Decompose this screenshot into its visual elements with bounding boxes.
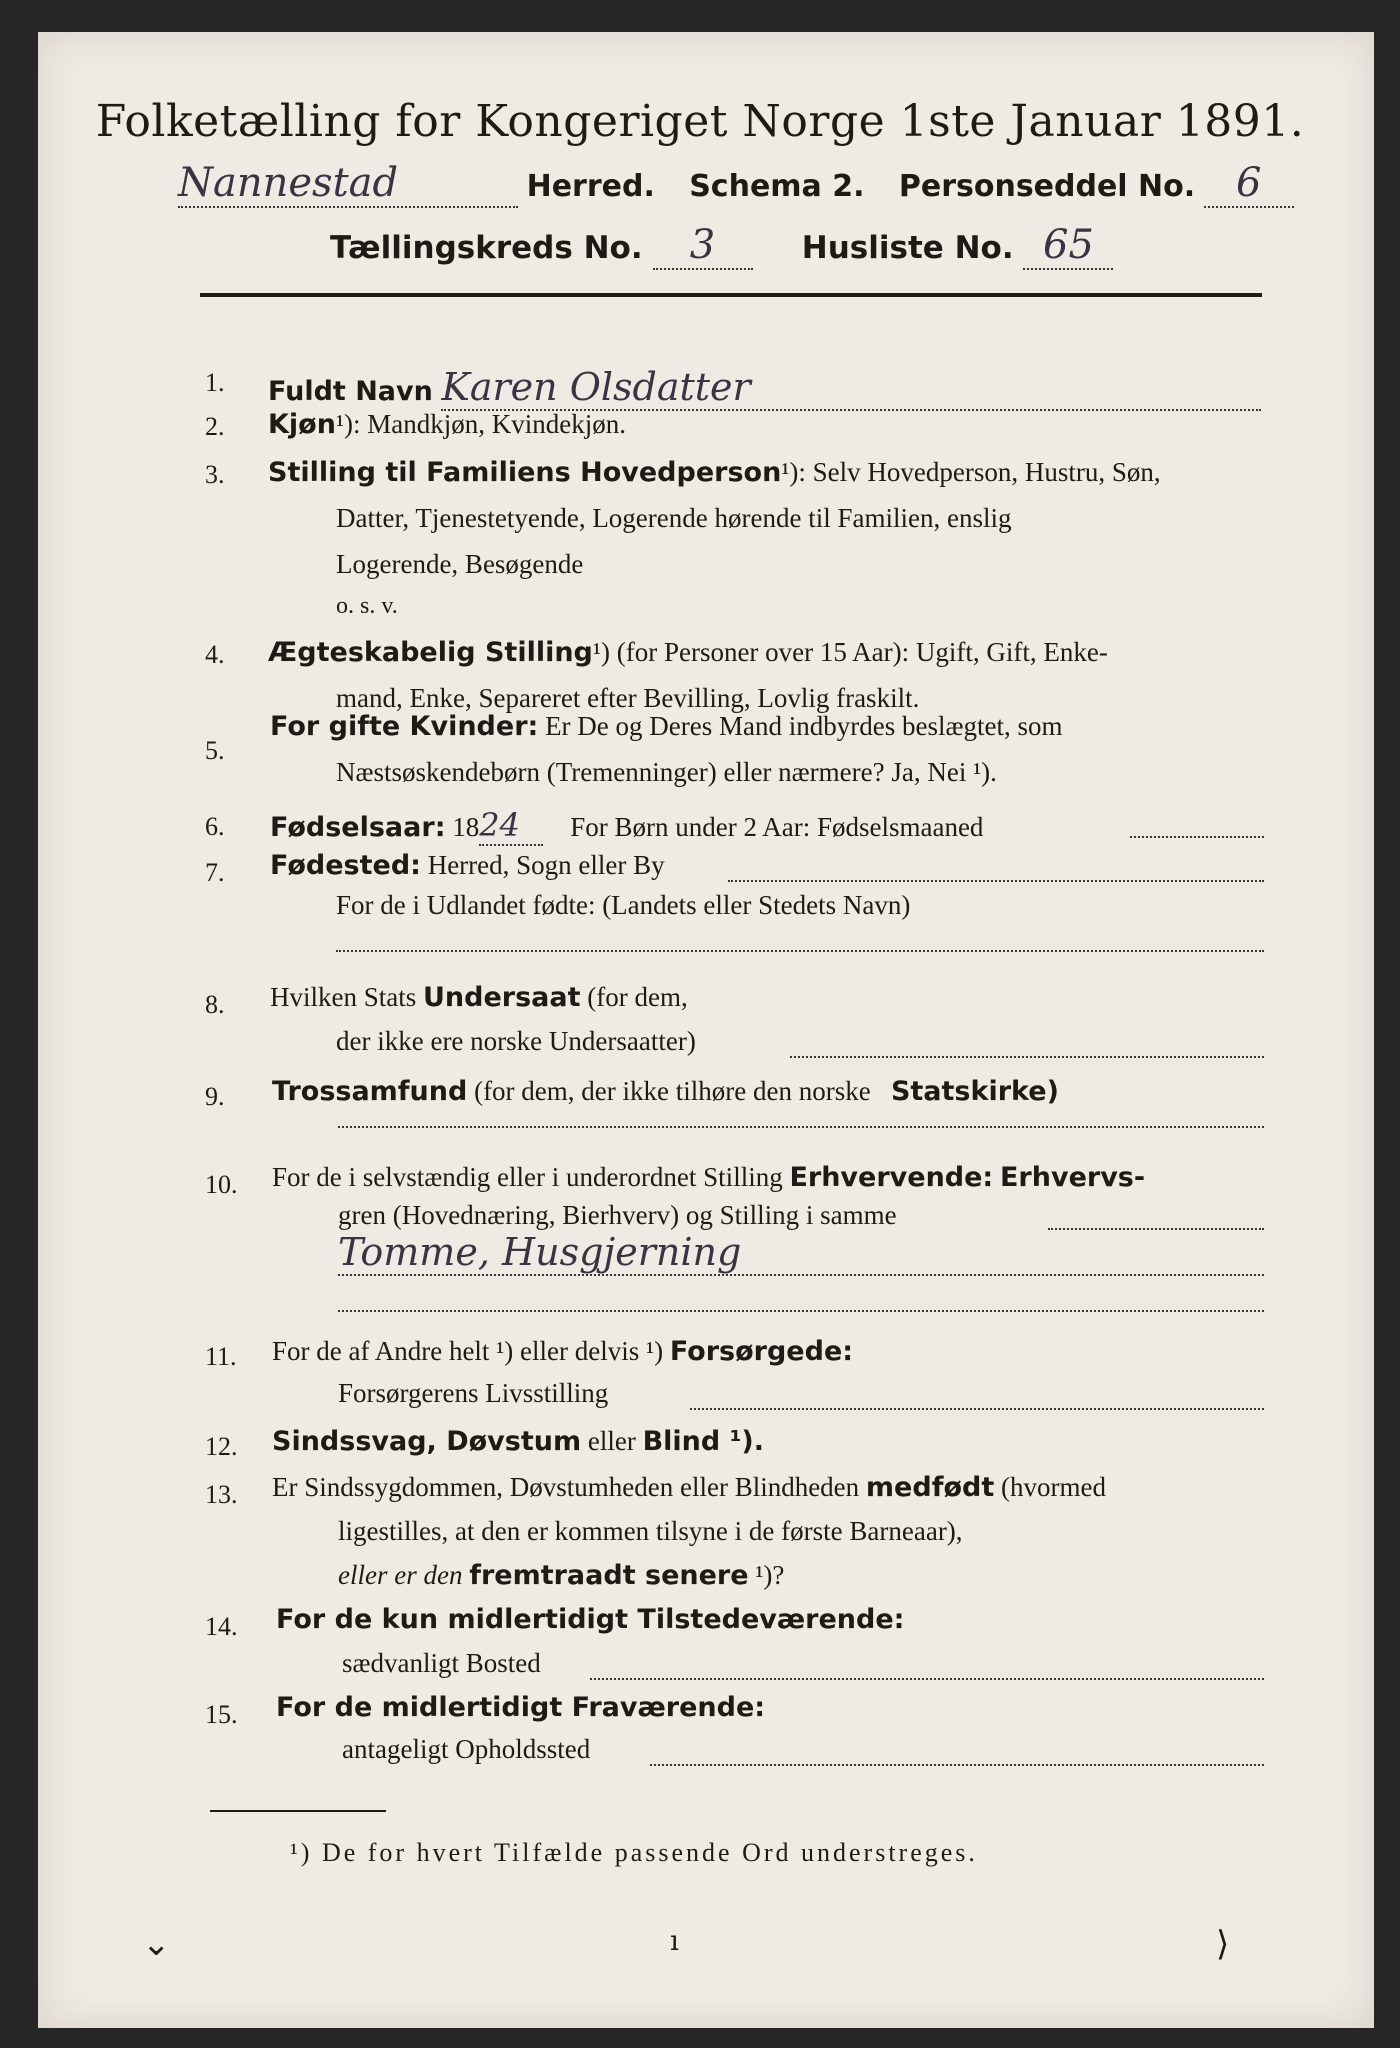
item-9-line <box>272 1076 1059 1107</box>
item-label: Fuldt Navn <box>268 376 433 407</box>
item-12-line <box>272 1426 764 1457</box>
fill-line <box>690 1408 1264 1410</box>
item-label: Stilling til Familiens Hovedperson <box>268 457 782 488</box>
item-text: For de i selvstændig eller i underordnet Stilling <box>272 1162 783 1192</box>
item-5-line-1 <box>270 711 1062 742</box>
item-label: For gifte Kvinder: <box>270 711 539 742</box>
fill-line <box>650 1764 1264 1766</box>
item-number: 1. <box>205 368 225 397</box>
item-number: 8. <box>205 990 225 1019</box>
item-number: 3. <box>205 460 225 489</box>
margin-mark: ⟩ <box>1216 1924 1230 1964</box>
item-label: Forsørgede: <box>669 1336 854 1367</box>
item-label: fremtraadt senere <box>469 1560 749 1591</box>
husliste-label: Husliste No. <box>801 230 1014 266</box>
item-11-line-2: Forsørgerens Livsstilling <box>338 1378 609 1408</box>
item-14-line-2: sædvanligt Bosted <box>342 1648 541 1678</box>
fill-line <box>728 880 1264 882</box>
fill-line <box>590 1678 1264 1680</box>
footnote: ¹) De for hvert Tilfælde passende Ord understreges. <box>290 1838 978 1867</box>
full-name-handwritten: Karen Olsdatter <box>441 365 1261 411</box>
item-text: Er Sindssygdommen, Døvstumheden eller Blindheden <box>272 1472 860 1502</box>
item-11-line-1 <box>272 1336 853 1367</box>
item-label: Fødselsaar: <box>270 812 446 843</box>
census-form-sheet <box>38 32 1374 2028</box>
margin-mark: ⌄ <box>142 1924 171 1964</box>
item-label: Statskirke) <box>890 1076 1059 1107</box>
personseddel-number-handwritten: 6 <box>1204 160 1294 208</box>
item-number: 14. <box>205 1612 238 1641</box>
item-13-line-3 <box>338 1560 784 1591</box>
item-label: Trossamfund <box>272 1076 468 1107</box>
item-text: ¹) (for Personer over 15 Aar): Ugift, Gift, Enke- <box>592 637 1108 667</box>
item-10-line-2: gren (Hovednæring, Bierhverv) og Stilling i samme <box>338 1200 897 1230</box>
kreds-line <box>330 222 1113 270</box>
item-label: Erhvervende: <box>789 1162 994 1193</box>
item-8-line-2: der ikke ere norske Undersaatter) <box>336 1026 696 1056</box>
item-1-line <box>268 365 1261 411</box>
item-3-line-3: Logerende, Besøgende <box>336 549 584 579</box>
fill-line <box>338 1126 1264 1128</box>
item-number: 6. <box>205 812 225 841</box>
item-14-line-1 <box>276 1604 904 1635</box>
item-number: 2. <box>205 412 225 441</box>
item-number: 7. <box>205 858 225 887</box>
item-10-line-1 <box>272 1162 1145 1193</box>
fill-line <box>790 1056 1264 1058</box>
item-text: ¹): Mandkjøn, Kvindekjøn. <box>335 409 627 439</box>
form-title: Folketælling for Kongeriget Norge 1ste Januar 1891. <box>95 96 1305 147</box>
personseddel-label: Personseddel No. <box>898 169 1196 204</box>
herred-label: Herred. <box>526 169 655 204</box>
item-8-line-1 <box>270 982 688 1013</box>
item-7-line-1 <box>270 850 665 881</box>
item-number: 10. <box>205 1170 238 1199</box>
footnote-rule <box>210 1810 386 1812</box>
kreds-number-handwritten: 3 <box>653 222 753 270</box>
item-label: Fødested: <box>270 850 421 881</box>
fill-line <box>1130 836 1264 838</box>
birth-year-handwritten: 24 <box>479 806 543 846</box>
husliste-number-handwritten: 65 <box>1023 222 1113 270</box>
item-7-line-2: For de i Udlandet fødte: (Landets eller Stedets Navn) <box>336 890 911 920</box>
item-text: (for dem, der ikke tilhøre den norske <box>474 1076 871 1106</box>
kreds-label: Tællingskreds No. <box>330 230 643 266</box>
header-rule <box>200 293 1262 297</box>
item-text: 18 <box>452 812 480 842</box>
item-number: 12. <box>205 1432 238 1461</box>
item-number: 4. <box>205 640 225 669</box>
item-text: ¹): Selv Hovedperson, Hustru, Søn, <box>781 457 1161 487</box>
item-13-line-2: ligestilles, at den er kommen tilsyne i de første Barneaar), <box>338 1516 963 1546</box>
item-text: For Børn under 2 Aar: Fødselsmaaned <box>570 812 984 842</box>
item-text: Er De og Deres Mand indbyrdes beslægtet, som <box>545 711 1063 741</box>
item-text: Hvilken Stats <box>270 982 417 1012</box>
item-15-line-2: antageligt Opholdssted <box>342 1734 591 1764</box>
item-number: 11. <box>205 1342 237 1371</box>
herred-line <box>178 160 1294 208</box>
item-text: eller <box>587 1426 636 1456</box>
item-label: Ægteskabelig Stilling <box>268 637 593 668</box>
item-label: Blind ¹). <box>642 1426 765 1457</box>
item-number: 5. <box>205 736 225 765</box>
item-number: 9. <box>205 1082 225 1111</box>
item-10-line-3 <box>338 1230 1264 1276</box>
item-6-line <box>270 806 983 846</box>
schema-label: Schema 2. <box>689 169 865 204</box>
item-text: (for dem, <box>587 982 688 1012</box>
item-3-line-4: o. s. v. <box>336 593 398 619</box>
item-label: Kjøn <box>268 409 336 440</box>
occupation-handwritten: Tomme, Husgjerning <box>338 1230 1264 1276</box>
item-4-line-2: mand, Enke, Separeret efter Bevilling, Lovlig fraskilt. <box>336 683 920 713</box>
item-text: ¹)? <box>755 1560 785 1590</box>
item-label: Sindssvag, Døvstum <box>272 1426 582 1457</box>
item-5-line-2: Næstsøskendebørn (Tremenninger) eller nærmere? Ja, Nei ¹). <box>336 757 997 787</box>
fill-line <box>336 950 1264 952</box>
item-number: 13. <box>205 1480 238 1509</box>
item-label: Erhvervs- <box>999 1162 1146 1193</box>
item-3-line-1 <box>268 457 1161 488</box>
item-label: Undersaat <box>423 982 581 1013</box>
item-3-line-2: Datter, Tjenestetyende, Logerende hørende til Familien, enslig <box>336 503 1012 533</box>
item-15-line-1 <box>276 1692 765 1723</box>
item-text: eller er den <box>338 1560 463 1590</box>
herred-name-handwritten: Nannestad <box>178 160 518 208</box>
margin-mark: ı <box>670 1924 679 1957</box>
item-2-line <box>268 409 626 440</box>
item-number: 15. <box>205 1700 238 1729</box>
fill-line <box>338 1310 1264 1312</box>
item-label: For de kun midlertidigt Tilstedeværende: <box>276 1604 905 1635</box>
item-label: For de midlertidigt Fraværende: <box>276 1692 766 1723</box>
item-label: medfødt <box>865 1472 995 1503</box>
item-text: (hvormed <box>1000 1472 1106 1502</box>
item-text: For de af Andre helt ¹) eller delvis ¹) <box>272 1336 664 1366</box>
item-13-line-1 <box>272 1472 1106 1503</box>
item-4-line-1 <box>268 637 1108 668</box>
item-text: Herred, Sogn eller By <box>427 850 665 880</box>
